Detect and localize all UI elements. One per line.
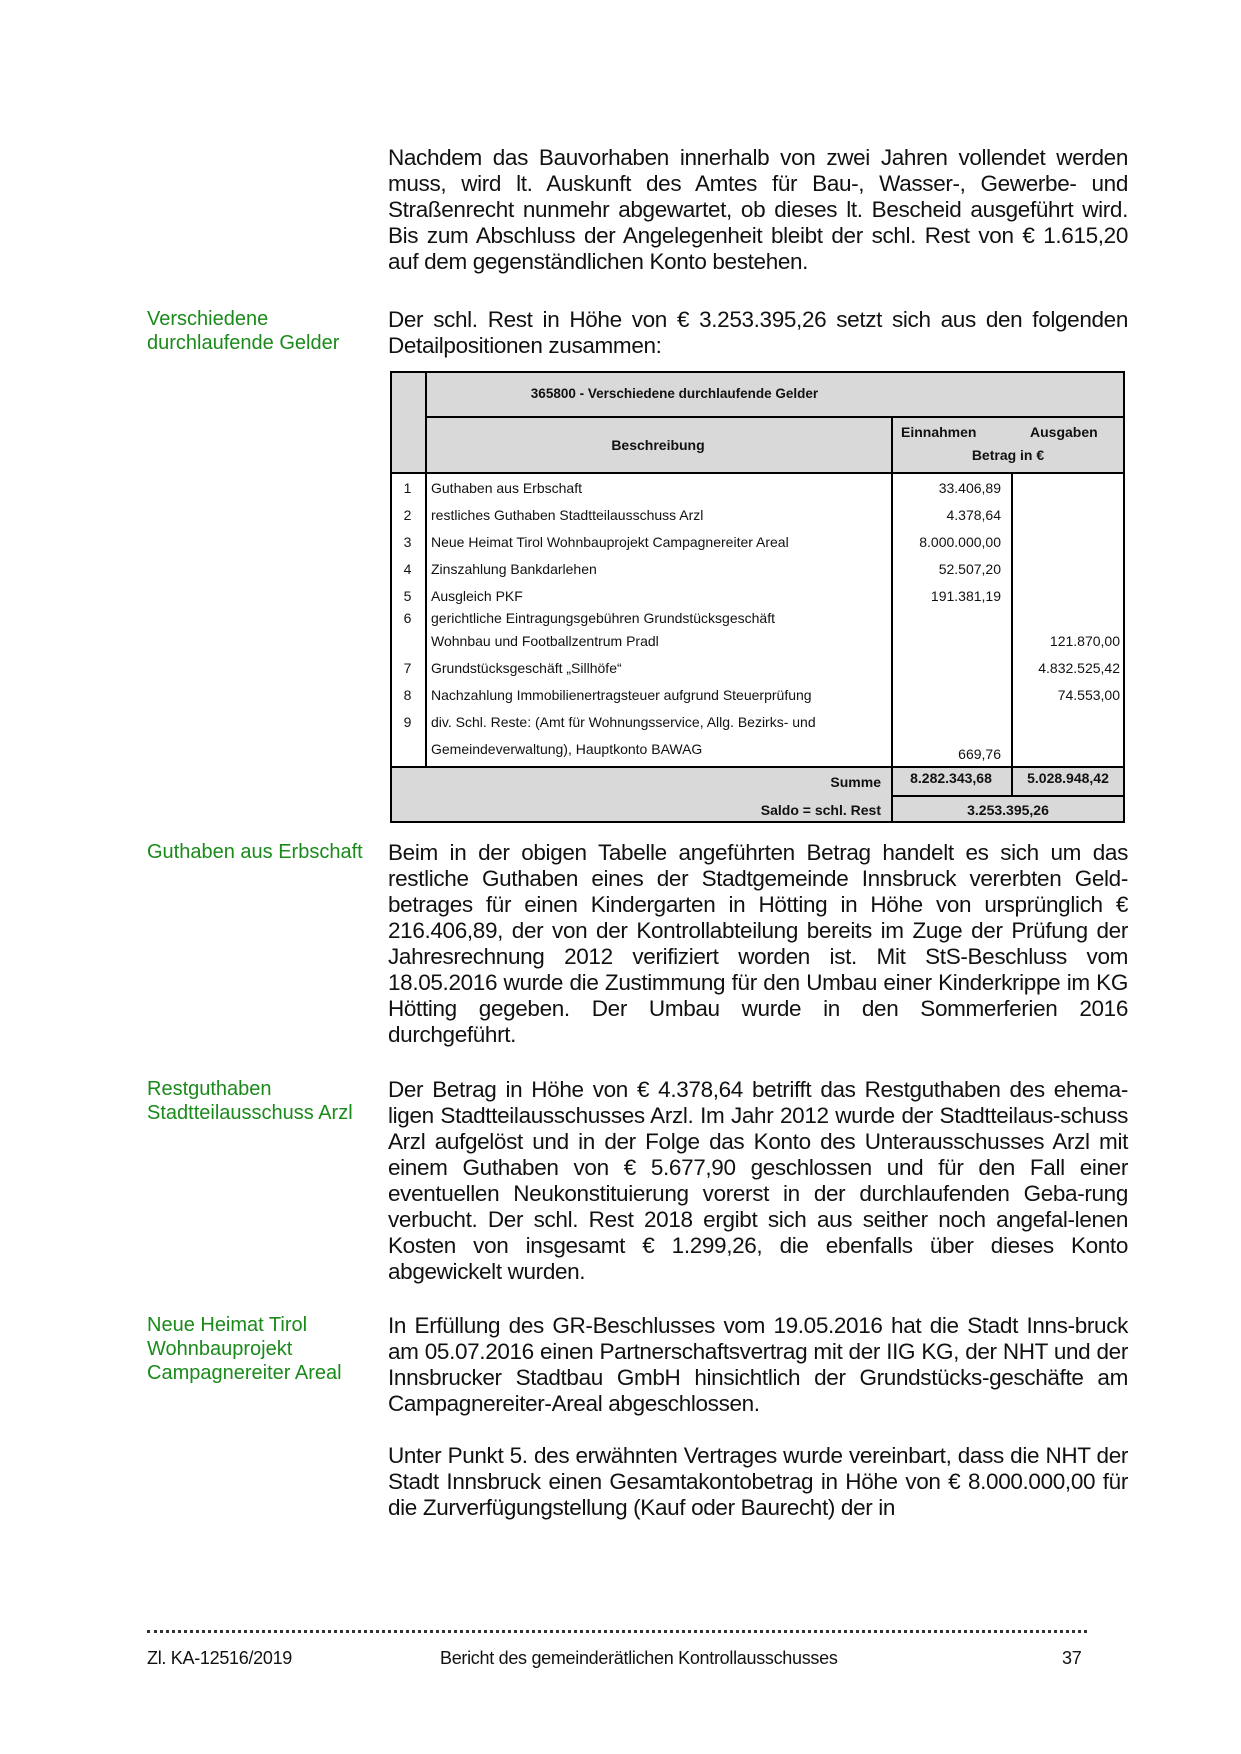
column-header-einnahmen: Einnahmen [901,424,977,440]
table-row-number: 1 [403,480,412,496]
side-label-durchlaufende-gelder: Verschiedene durchlaufende Gelder [147,308,340,354]
paragraph-partnerschaftsvertrag: In Erfüllung des GR-Beschlusses vom 19.05.2016 hat die Stadt Inns-bruck am 05.07.2016 einen Partnerschaftsvertrag mit der IIG KG, der NHT und der Innsbrucker Stadtbau GmbH hinsichtlich der Grundstücks-geschäfte am Campagnereiter-Areal abgeschlossen. [388,1313,1128,1416]
footer-page-number: 37 [1062,1648,1082,1668]
saldo-value: 3.253.395,26 [967,802,1049,818]
table-row-einnahmen: 52.507,20 [938,561,1001,577]
column-header-ausgaben: Ausgaben [1030,424,1098,440]
footer-divider [147,1626,1087,1633]
saldo-label: Saldo = schl. Rest [760,802,881,818]
table-row-description: div. Schl. Reste: (Amt für Wohnungsservice, Allg. Bezirks- und [431,714,816,730]
table-row-einnahmen: 33.406,89 [938,480,1001,496]
table-row-description: Grundstücksgeschäft „Sillhöfe“ [431,660,622,676]
table-row-ausgaben: 4.832.525,42 [1038,660,1120,676]
table-row-description-continued: Wohnbau und Footballzentrum Pradl [431,633,659,649]
paragraph-restguthaben-arzl: Der Betrag in Höhe von € 4.378,64 betrifft das Restguthaben des ehema-ligen Stadtteilausschusses Arzl. Im Jahr 2012 wurde der Stadtteilaus-schuss Arzl aufgelöst und in der Folge das Konto des Unterausschusses Arzl mit einem Guthaben von € 5.677,90 geschlossen und für den Fall einer eventuellen Neukonstituierung vorerst in der durchlaufenden Geba-rung verbucht. Der schl. Rest 2018 ergibt sich aus seither noch angefal-lenen Kosten von insgesamt € 1.299,26, die ebenfalls über dieses Konto abgewickelt wurden. [388,1077,1128,1284]
table-row-einnahmen: 191.381,19 [930,588,1001,604]
table-row-number: 9 [403,714,412,730]
table-row-number: 7 [403,660,412,676]
column-header-betrag: Betrag in € [971,447,1045,463]
table-row-einnahmen: 4.378,64 [946,507,1001,523]
table-row-einnahmen: 669,76 [958,746,1001,762]
table-row-number: 5 [403,588,412,604]
table-row-number: 6 [403,610,412,626]
summe-ausgaben: 5.028.948,42 [1027,770,1109,786]
table-durchlaufende-gelder [390,371,1125,823]
side-label-neue-heimat-tirol: Neue Heimat Tirol Wohnbauprojekt Campagnereiter Areal [147,1314,342,1384]
table-row-description: gerichtliche Eintragungsgebühren Grundstücksgeschäft [431,610,775,626]
column-header-beschreibung: Beschreibung [611,436,705,453]
table-row-number: 2 [403,507,412,523]
table-row-description: Zinszahlung Bankdarlehen [431,561,597,577]
paragraph-guthaben-erbschaft: Beim in der obigen Tabelle angeführten Betrag handelt es sich um das restliche Guthaben eines der Stadtgemeinde Innsbruck vererbten Geld-betrages für einen Kindergarten in Hötting in Höhe von ursprünglich € 216.406,89, der von der Kontrollabteilung bereits im Zuge der Prüfung der Jahresrechnung 2012 verifiziert worden ist. Mit StS-Beschluss vom 18.05.2016 wurde die Zustimmung für den Umbau einer Kinderkrippe im KG Hötting gegeben. Der Umbau wurde in den Sommerferien 2016 durchgeführt. [388,840,1128,1047]
table-row-number: 8 [403,687,412,703]
paragraph-bauvorhaben: Nachdem das Bauvorhaben innerhalb von zwei Jahren vollendet werden muss, wird lt. Auskunft des Amtes für Bau-, Wasser-, Gewerbe- und Straßenrecht nunmehr abgewartet, ob dieses lt. Bescheid ausgeführt wird. Bis zum Abschluss der Angelegenheit bleibt der schl. Rest von € 1.615,20 auf dem gegenständlichen Konto bestehen. [388,145,1128,274]
footer-reference: Zl. KA-12516/2019 [147,1648,292,1668]
table-row-number: 4 [403,561,412,577]
side-label-guthaben-erbschaft: Guthaben aus Erbschaft [147,841,363,863]
side-label-restguthaben-arzl: Restguthaben Stadtteilausschuss Arzl [147,1078,353,1124]
paragraph-vertrag-punkt-5: Unter Punkt 5. des erwähnten Vertrages wurde vereinbart, dass die NHT der Stadt Innsbruck einen Gesamtakontobetrag in Höhe von € 8.000.000,00 für die Zurverfügungstellung (Kauf oder Baurecht) der in [388,1443,1128,1520]
footer-title: Bericht des gemeinderätlichen Kontrollausschusses [440,1648,838,1668]
table-row-description: Ausgleich PKF [431,588,523,604]
summe-einnahmen: 8.282.343,68 [910,770,992,786]
table-row-description: Neue Heimat Tirol Wohnbauprojekt Campagnereiter Areal [431,534,789,550]
table-row-description: Nachzahlung Immobilienertragsteuer aufgrund Steuerprüfung [431,687,812,703]
table-row-number: 3 [403,534,412,550]
paragraph-schl-rest-intro: Der schl. Rest in Höhe von € 3.253.395,26 setzt sich aus den folgenden Detailpositionen zusammen: [388,307,1128,358]
table-row-description: restliches Guthaben Stadtteilausschuss Arzl [431,507,704,523]
table-row-description: Guthaben aus Erbschaft [431,480,582,496]
table-row-ausgaben: 121.870,00 [1049,633,1120,649]
summe-label: Summe [830,774,881,790]
table-row-ausgaben: 74.553,00 [1057,687,1120,703]
table-row-einnahmen: 8.000.000,00 [919,534,1001,550]
table-row-description-continued: Gemeindeverwaltung), Hauptkonto BAWAG [431,741,703,757]
table-title: 365800 - Verschiedene durchlaufende Gelder [530,386,819,401]
